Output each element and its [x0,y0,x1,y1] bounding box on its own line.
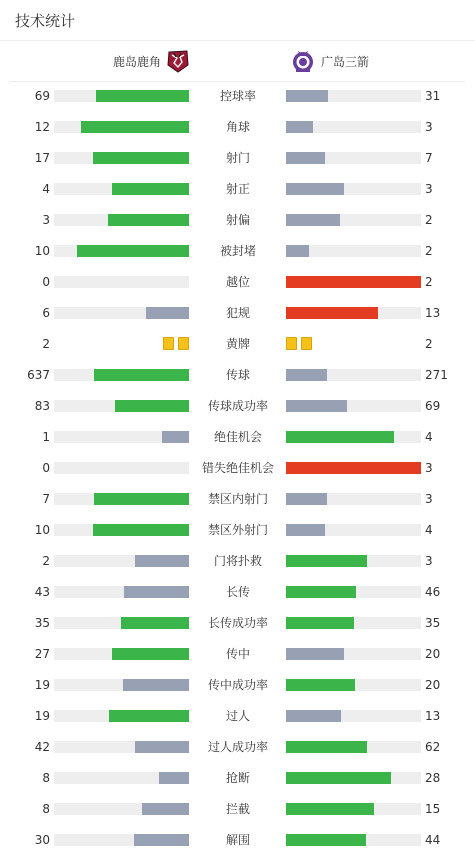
away-bar-fill [286,90,328,102]
home-bar-fill [81,121,189,133]
stat-row [0,241,475,261]
away-bar-track [286,741,421,753]
away-value: 3 [425,554,433,568]
stat-label: 越位 [225,275,250,289]
home-bar-track [54,524,189,536]
away-value: 2 [425,337,433,351]
home-bar-fill [108,214,189,226]
home-bar-track [54,90,189,102]
away-value: 2 [425,244,433,258]
away-bar-track [286,152,421,164]
divider [0,40,475,41]
home-bar-fill [94,493,189,505]
away-value: 13 [425,306,441,320]
away-value: 28 [425,771,441,785]
home-value: 69 [34,89,50,103]
away-bar-fill [286,462,421,474]
home-value: 0 [42,461,50,475]
away-bar-track [286,679,421,691]
away-bar-track [286,90,421,102]
stat-label: 被封堵 [219,244,256,258]
home-bar-fill [94,369,189,381]
away-value: 62 [425,740,441,754]
stat-row [0,427,475,447]
stat-label: 绝佳机会 [213,430,262,444]
away-value: 15 [425,802,441,816]
home-value: 19 [34,678,50,692]
away-bar-fill [286,369,327,381]
home-bar-track [54,555,189,567]
away-bar-track [286,648,421,660]
away-bar-track [286,493,421,505]
away-bar-fill [286,772,391,784]
away-bar-fill [286,555,367,567]
stat-row [0,520,475,540]
away-bar-track [286,307,421,319]
home-bar-fill [112,183,189,195]
home-value: 3 [42,213,50,227]
away-value: 271 [425,368,448,382]
home-bar-track [54,710,189,722]
home-value: 6 [42,306,50,320]
home-bar-track [54,803,189,815]
away-bar-track [286,803,421,815]
away-bar-fill [286,431,394,443]
stat-row [0,303,475,323]
away-bar-fill [286,152,325,164]
home-bar-track [54,834,189,846]
yellow-card-icon [178,337,189,350]
away-bar-track [286,617,421,629]
away-value: 13 [425,709,441,723]
away-bar-fill [286,803,374,815]
home-bar-fill [112,648,189,660]
home-bar-track [54,214,189,226]
stat-row [0,334,475,354]
home-bar-fill [146,307,189,319]
home-bar-fill [93,152,189,164]
away-bar-fill [286,400,347,412]
away-bar-fill [286,493,327,505]
home-value: 10 [34,244,50,258]
away-bar-track [286,524,421,536]
home-value: 30 [34,833,50,847]
away-bar-track [286,462,421,474]
stat-row [0,799,475,819]
home-bar-fill [121,617,189,629]
away-bar-fill [286,710,341,722]
page-title: 技术统计 [15,12,76,30]
sanfrecce-hiroshima-logo-icon [290,48,316,74]
away-bar-track [286,245,421,257]
away-value: 2 [425,275,433,289]
away-bar-fill [286,586,356,598]
away-value: 3 [425,492,433,506]
away-bar-track [286,121,421,133]
stat-label: 犯规 [225,306,250,320]
stat-row [0,551,475,571]
stat-row [0,768,475,788]
home-bar-fill [96,90,189,102]
away-bar-fill [286,617,354,629]
stat-label: 黄牌 [225,337,250,351]
stat-label: 射正 [225,182,250,196]
yellow-card-icon [301,337,312,350]
away-yellow-cards [286,337,312,350]
stat-row [0,582,475,602]
stat-label: 传球 [225,368,250,382]
stat-row [0,489,475,509]
stat-label: 角球 [225,120,250,134]
home-bar-track [54,400,189,412]
home-bar-fill [93,524,189,536]
away-bar-fill [286,183,344,195]
stat-label: 禁区内射门 [207,492,268,506]
away-bar-track [286,772,421,784]
away-value: 4 [425,430,433,444]
away-bar-fill [286,276,421,288]
home-bar-track [54,152,189,164]
away-bar-track [286,400,421,412]
home-bar-fill [135,741,189,753]
home-bar-fill [124,586,189,598]
stat-row [0,179,475,199]
divider [10,81,465,82]
away-bar-track [286,431,421,443]
stat-row [0,210,475,230]
away-bar-track [286,834,421,846]
away-value: 20 [425,647,441,661]
home-value: 27 [34,647,50,661]
stat-row [0,830,475,850]
away-bar-fill [286,307,378,319]
home-bar-fill [77,245,189,257]
home-bar-track [54,307,189,319]
stat-label: 门将扑救 [213,554,262,568]
away-bar-track [286,586,421,598]
stat-row [0,272,475,292]
home-bar-track [54,679,189,691]
stat-row [0,613,475,633]
stat-label: 过人 [225,709,250,723]
home-bar-fill [159,772,189,784]
home-value: 10 [34,523,50,537]
away-value: 31 [425,89,441,103]
home-bar-track [54,772,189,784]
away-value: 2 [425,213,433,227]
away-value: 69 [425,399,441,413]
away-bar-fill [286,524,325,536]
home-bar-track [54,183,189,195]
stat-label: 长传成功率 [207,616,268,630]
home-value: 19 [34,709,50,723]
home-bar-fill [134,834,189,846]
stat-label: 抢断 [225,771,250,785]
stat-label: 过人成功率 [207,740,268,754]
away-team-name: 广岛三箭 [321,54,370,69]
stat-label: 传中 [225,647,250,661]
home-bar-track [54,245,189,257]
home-value: 0 [42,275,50,289]
home-value: 637 [27,368,50,382]
stat-label: 错失绝佳机会 [201,461,274,475]
away-value: 4 [425,523,433,537]
home-value: 43 [34,585,50,599]
home-value: 7 [42,492,50,506]
away-value: 7 [425,151,433,165]
stat-row [0,148,475,168]
stat-row [0,675,475,695]
away-bar-track [286,183,421,195]
away-bar-track [286,555,421,567]
home-bar-track [54,741,189,753]
home-bar-track [54,493,189,505]
home-value: 2 [42,337,50,351]
home-value: 12 [34,120,50,134]
away-bar-fill [286,679,355,691]
home-bar-fill [109,710,189,722]
away-bar-fill [286,741,367,753]
home-bar-fill [123,679,189,691]
yellow-card-icon [163,337,174,350]
stat-label: 传球成功率 [207,399,268,413]
stat-row [0,458,475,478]
home-bar-track [54,276,189,288]
stat-row [0,86,475,106]
home-bar-fill [142,803,189,815]
home-bar-fill [162,431,189,443]
home-value: 8 [42,771,50,785]
home-bar-track [54,586,189,598]
home-bar-track [54,369,189,381]
stat-label: 传中成功率 [207,678,268,692]
away-team[interactable] [290,48,369,74]
home-bar-track [54,617,189,629]
stat-label: 长传 [225,585,250,599]
home-bar-track [54,431,189,443]
away-bar-fill [286,834,366,846]
away-bar-track [286,214,421,226]
teams-header [0,46,475,76]
away-value: 44 [425,833,441,847]
away-value: 3 [425,182,433,196]
stat-row [0,706,475,726]
stat-label: 射偏 [225,213,250,227]
home-value: 35 [34,616,50,630]
home-bar-track [54,462,189,474]
away-bar-track [286,710,421,722]
stat-row [0,365,475,385]
home-value: 8 [42,802,50,816]
home-value: 17 [34,151,50,165]
home-value: 42 [34,740,50,754]
home-bar-track [54,121,189,133]
away-value: 3 [425,120,433,134]
home-bar-fill [115,400,189,412]
home-value: 4 [42,182,50,196]
away-bar-fill [286,648,344,660]
home-bar-fill [135,555,189,567]
stat-row [0,117,475,137]
home-yellow-cards [163,337,189,350]
away-bar-fill [286,121,313,133]
stat-label: 拦截 [225,802,250,816]
away-value: 35 [425,616,441,630]
home-value: 83 [34,399,50,413]
stat-label: 解围 [225,833,250,847]
stat-label: 禁区外射门 [207,523,268,537]
stat-row [0,737,475,757]
home-bar-track [54,648,189,660]
stat-row [0,396,475,416]
away-value: 46 [425,585,441,599]
home-value: 2 [42,554,50,568]
yellow-card-icon [286,337,297,350]
stat-label: 控球率 [219,89,256,103]
home-team-name: 鹿岛鹿角 [112,54,161,69]
stat-label: 射门 [225,151,250,165]
away-bar-fill [286,245,309,257]
away-bar-track [286,369,421,381]
home-team[interactable] [113,48,191,74]
stat-row [0,644,475,664]
away-bar-fill [286,214,340,226]
away-value: 20 [425,678,441,692]
home-value: 1 [42,430,50,444]
away-value: 3 [425,461,433,475]
away-bar-track [286,276,421,288]
kashima-antlers-logo-icon [165,48,191,74]
